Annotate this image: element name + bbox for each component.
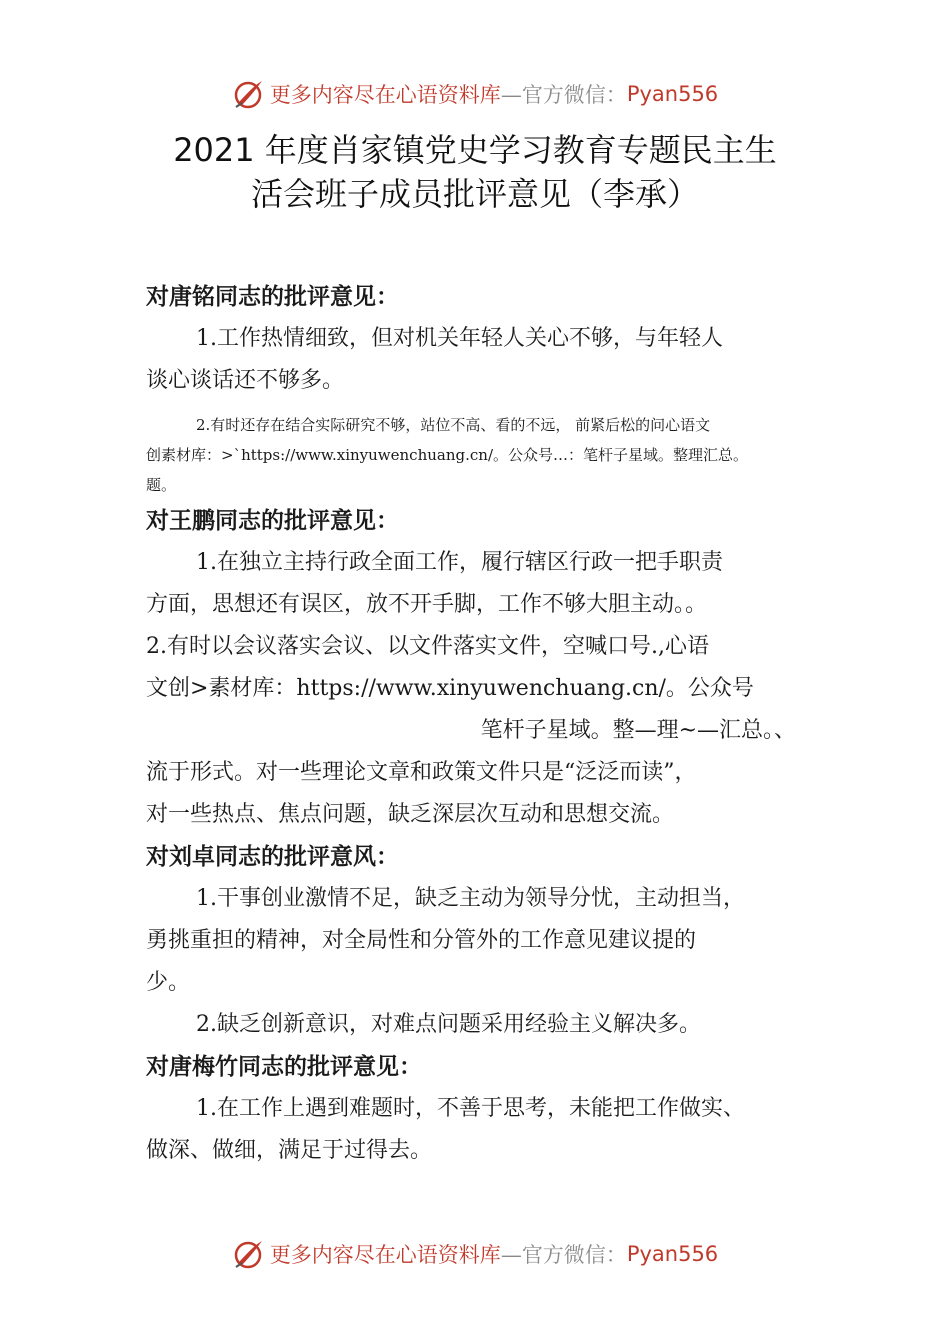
- watermark-red-text: 更多内容尽在心语资料库: [269, 1243, 501, 1267]
- document-body: [146, 276, 816, 1172]
- text-line: 1.在工作上遇到难题时，不善于思考，未能把工作做实、: [196, 1096, 745, 1121]
- text-line: 题。: [146, 476, 177, 494]
- text-line: 方面，思想还有误区，放不开手脚，工作不够大胆主动。。: [146, 592, 708, 617]
- watermark-bottom: [0, 1234, 950, 1274]
- text-line: 笔杆子星域。整—理~—汇总。、: [480, 718, 796, 743]
- paragraph: [146, 318, 816, 402]
- title-line-1: 2021 年度肖家镇党史学习教育专题民主生: [173, 131, 777, 169]
- brush-logo-icon: [232, 1237, 266, 1271]
- text-line: 对一些热点、焦点问题，缺乏深层次互动和思想交流。: [146, 802, 675, 827]
- text-line: 流于形式。对一些理论文章和政策文件只是“泛泛而读”，: [146, 760, 697, 785]
- paragraph: [146, 410, 816, 500]
- watermark-id: Pyan556: [626, 82, 719, 106]
- text-line: 1.在独立主持行政全面工作，履行辖区行政一把手职责: [196, 550, 723, 575]
- paragraph: [146, 1088, 816, 1172]
- watermark-top: [0, 74, 950, 114]
- paragraph: [146, 878, 816, 1046]
- section-heading: 对唐梅竹同志的批评意见：: [146, 1053, 422, 1080]
- watermark-id: Pyan556: [626, 1242, 719, 1266]
- watermark-gray-text: —官方微信：: [500, 83, 627, 107]
- section-heading: 对王鹏同志的批评意见：: [146, 507, 399, 534]
- page-title: [100, 128, 850, 216]
- text-line: 勇挑重担的精神，对全局性和分管外的工作意见建议提的: [146, 928, 697, 953]
- paragraph: [146, 542, 816, 836]
- brush-logo-icon: [232, 77, 266, 111]
- text-line: 2.缺乏创新意识，对难点问题采用经验主义解决多。: [196, 1012, 701, 1037]
- section-heading: 对唐铭同志的批评意见：: [146, 283, 399, 310]
- text-line: 谈心谈话还不够多。: [146, 368, 345, 393]
- text-line: 做深、做细，满足于过得去。: [146, 1138, 433, 1163]
- text-line: 1.工作热情细致，但对机关年轻人关心不够，与年轻人: [196, 326, 723, 351]
- text-line: 2.有时还存在结合实际研究不够，站位不高、看的不远， 前紧后松的问心语文: [196, 416, 711, 434]
- title-line-2: 活会班子成员批评意见（李承）: [250, 175, 699, 213]
- section-heading: 对刘卓同志的批评意风：: [146, 843, 399, 870]
- watermark-red-text: 更多内容尽在心语资料库: [269, 83, 501, 107]
- text-line: 少。: [146, 970, 191, 995]
- watermark-gray-text: —官方微信：: [500, 1243, 627, 1267]
- text-line: 2.有时以会议落实会议、以文件落实文件，空喊口号.,心语: [146, 634, 709, 659]
- text-line: 文创>素材库：https://www.xinyuwenchuang.cn/。公众号: [146, 676, 754, 701]
- text-line: 创素材库：>`https://www.xinyuwenchuang.cn/。公众号…：笔杆子星域。整理汇总。: [146, 446, 748, 464]
- text-line: 1.干事创业激情不足，缺乏主动为领导分忧，主动担当，: [196, 886, 745, 911]
